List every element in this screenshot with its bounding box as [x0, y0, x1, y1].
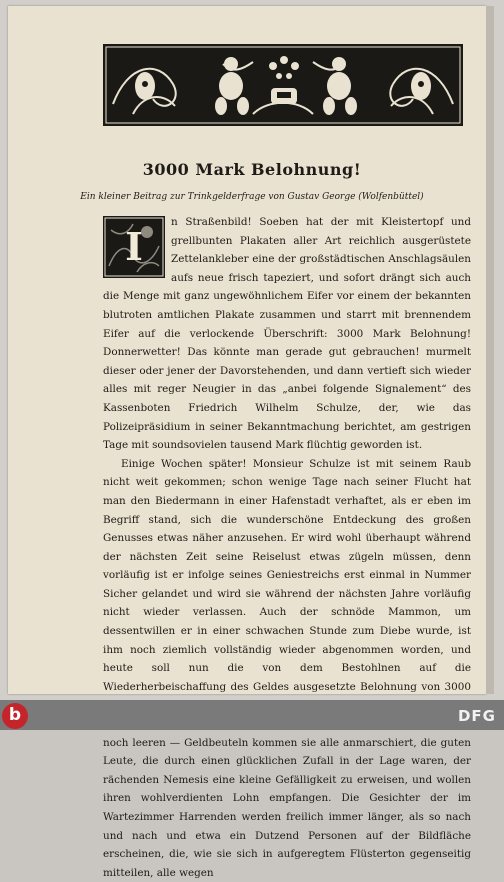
- decorative-header-ornament: [103, 44, 463, 126]
- paragraph-2: Einige Wochen später! Monsieur Schulze ist mit seinem Raub nicht weit gekommen; schon wenige Tage nach seiner Flucht hat man den Biedermann in einer Hafenstadt verhaftet, als er eben im Begriff stand, sich die wunderschöne Entdeckung des großen Genusses etwas näher anzusehen. Er wird wohl überhaupt während der nächsten Zeit seine Reiselust etwas zügeln müssen, denn vorläufig ist er infolge seines Geniestreichs erst einmal in Nummer Sicher gelandet und wird sie während der nächsten Jahre vorläufig nicht wieder verlassen. Auch der schnöde Mammon, um dessentwillen er in einer schwachen Stunde zum Diebe wurde, ist ihm noch ziemlich vollständig wieder abgenommen worden, und heute soll nun die von dem Bestohlnen auf die Wiederherbeischaffung des Geldes ausgesetzte Belohnung von 3000: [103, 457, 471, 693]
- paragraph-3: noch leeren — Geldbeuteln kommen sie alle anmarschiert, die guten Leute, die durch einen glücklichen Zufall in der Lage waren, der rächenden Nemesis eine kleine Gefälligkeit zu erweisen, und wollen ihren wohlverdienten Lohn empfangen. Die Gesichter der im Wartezimmer Harrenden werden freilich immer länger, als so nach und nach und etwa ein Dutzend Personen auf der Bildfläche erscheinen, die, wie sie sich in aufgeregtem Flüsterton gegenseitig mitteilen, alle wegen: [103, 736, 471, 879]
- paragraph-1: [103, 213, 471, 455]
- page-edge: [486, 6, 494, 694]
- paragraph-1-text: n Straßenbild! Soeben hat der mit Kleistertopf und grellbunten Plakaten aller Art reichlich ausgerüstete Zettelankleber eine der großstädtischen Anschlagsäulen aufs neue frisch tapeziert, und sofort drängt sich auch die Menge mit ganz ungewöhnlichem Eifer vor einem der bekannten blutroten amtlichen Plakate zusammen und starrt mit brennendem Eifer auf die verlockende Überschrift: 3000 Mark Belohnung! Donnerwetter! Das könnte man gerade gut gebrauchen! murmelt dieser oder jener der Davorstehenden, und dann vertieft sich wieder alles mit reger Neugier in das „anbei folgende Signalement“ des Kassenboten Friedrich Wilhelm Schulze, der, wie das Polizeipräsidium in seiner Bekanntmachung berichtet, am gestrigen Tage mit soundsovielen tausend Mark flüchtig geworden ist.: [103, 216, 471, 452]
- viewer-bottom-bar: [0, 700, 504, 730]
- decorated-initial: [103, 216, 165, 278]
- article-subtitle: Ein kleiner Beitrag zur Trinkgelderfrage von Gustav George (Wolfenbüttel): [80, 192, 424, 202]
- article-body: [103, 213, 471, 882]
- article-title: 3000 Mark Belohnung!: [142, 160, 362, 179]
- b-logo-icon[interactable]: b: [2, 703, 28, 729]
- initial-letter: I: [125, 224, 143, 269]
- dfg-logo[interactable]: DFG: [457, 707, 496, 725]
